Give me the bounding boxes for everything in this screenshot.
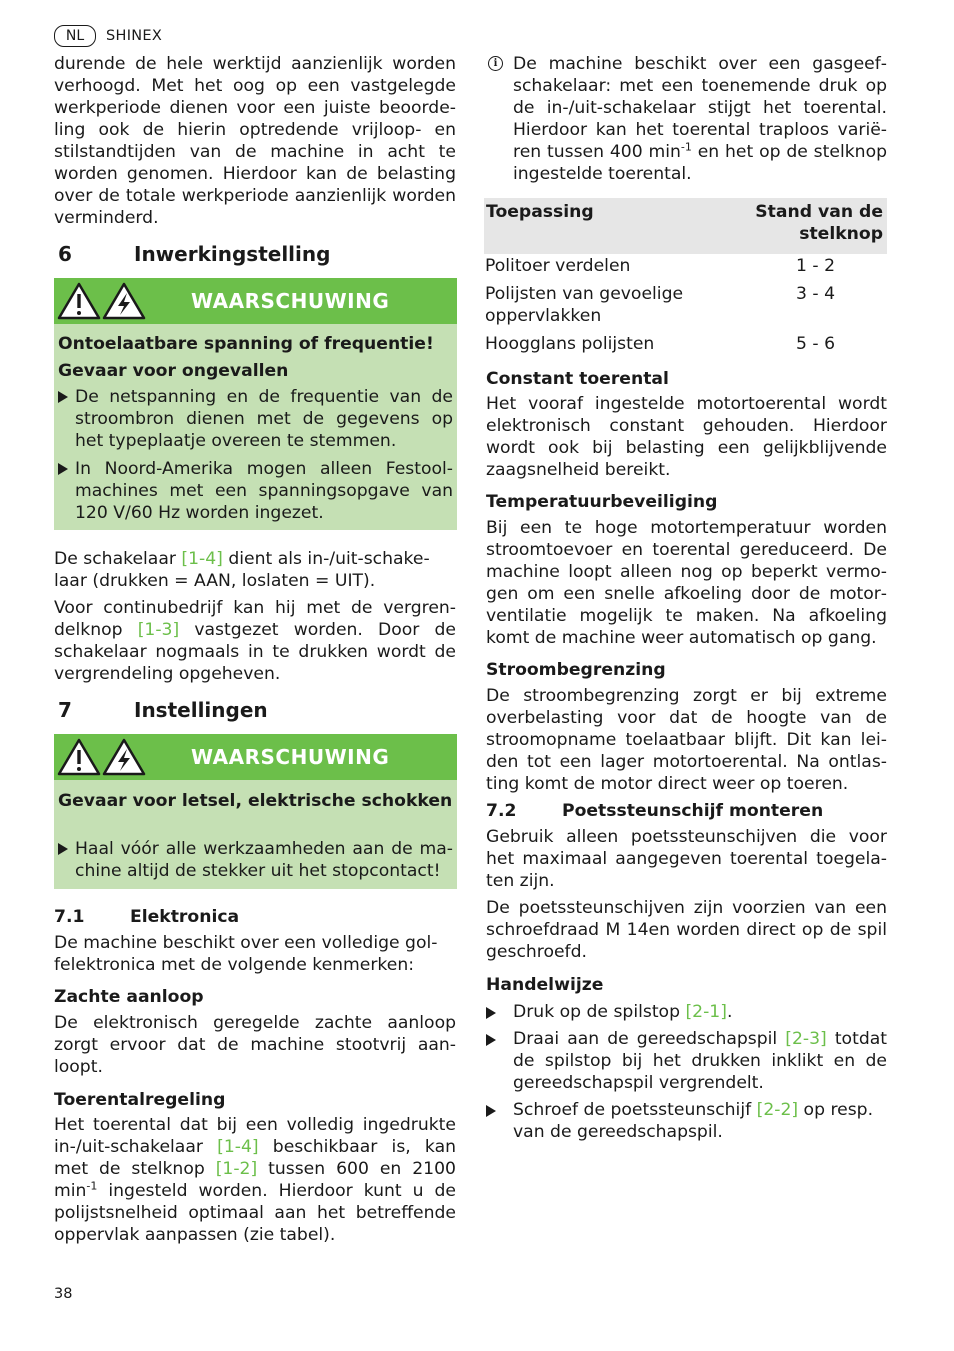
- temperature-protection-heading: Temperatuurbeveiliging: [486, 492, 718, 512]
- procedure-step-1: Druk op de spilstop [2-1].: [486, 1001, 887, 1023]
- electric-hazard-icon: [104, 284, 144, 318]
- exclamation-triangle-icon: [59, 740, 99, 774]
- electric-hazard-icon: [104, 740, 144, 774]
- warning-title: WAARSCHUWING: [191, 745, 390, 769]
- product-name: SHINEX: [106, 28, 163, 44]
- bullet-arrow-icon: [486, 1007, 496, 1019]
- bullet-arrow-icon: [58, 391, 68, 403]
- figure-ref: [1-2]: [215, 1159, 258, 1179]
- bullet-arrow-icon: [486, 1105, 496, 1117]
- section-6-heading: 6 Inwerkingstelling: [58, 242, 331, 266]
- warning-header: [54, 734, 457, 780]
- warning-body: [54, 780, 457, 889]
- section-7-2-paragraph-1: Gebruik alleen poetssteunschijven die voor het maximaal aangegeven toerental toegelaten zijn.: [486, 827, 887, 891]
- figure-ref: [1-3]: [137, 620, 180, 640]
- warning-line-1: Ontoelaatbare spanning of frequentie!: [58, 334, 434, 354]
- warning-item-2: In Noord-Amerika mogen alleen Festool-machines met een spanningsopgave van 120 V/60 Hz worden ingezet.: [58, 458, 453, 524]
- switch-paragraph: De schakelaar [1-4] dient als in-/uit-schakelaar (drukken = AAN, loslaten = UIT).: [54, 549, 430, 591]
- warning-title: WAARSCHUWING: [191, 289, 390, 313]
- temperature-protection-paragraph: Bij een te hoge motortemperatuur worden stroomtoevoer en toerental gereduceerd. De machine loopt alleen nog op beperkt vermogen om een snelle afkoeling door de motorventilatie mogelijk te maken. Na afkoeling komt de machine weer automatisch op gang.: [486, 518, 887, 648]
- figure-ref: [1-4]: [181, 549, 223, 569]
- figure-ref: [2-3]: [785, 1029, 827, 1049]
- constant-speed-heading: Constant toerental: [486, 369, 669, 389]
- warning-icons: [57, 738, 147, 780]
- figure-ref: [2-2]: [756, 1100, 799, 1120]
- section-7-1-heading: 7.1 Elektronica: [54, 907, 240, 927]
- procedure-heading: Handelwijze: [486, 975, 604, 995]
- table-header: [484, 198, 887, 254]
- bullet-arrow-icon: [58, 463, 68, 475]
- warning-item-1: Haal vóór alle werkzaamheden aan de machine altijd de stekker uit het stopcontact!: [58, 838, 453, 882]
- warning-icons: [57, 282, 147, 324]
- language-badge: NL: [54, 25, 96, 47]
- constant-speed-paragraph: Het vooraf ingestelde motortoerental wordt elektronisch constant gehouden. Hierdoor wordt ook bij belasting een gelijkblijvende zaagsnelheid bereikt.: [486, 394, 887, 480]
- warning-line-1: Gevaar voor letsel, elektrische schokken: [58, 791, 453, 811]
- table-header-application: Toepassing: [486, 202, 594, 222]
- page-number: 38: [54, 1286, 73, 1302]
- speed-control-paragraph: Het toerental dat bij een volledig ingedrukte in-/uit-schakelaar [1-4] beschikbaar is, kan met de stelknop [1-2] tussen 600 en 2100 $\min^{-1}$ ingesteld worden. Hierdoor kunt u de polijstsnelheid optimaal aan het betreffende oppervlak aanpassen (zie tabel).: [54, 1115, 457, 1245]
- figure-ref: [2-1]: [685, 1002, 727, 1022]
- exclamation-triangle-icon: [59, 284, 99, 318]
- bullet-arrow-icon: [58, 843, 68, 855]
- table-header-position: Stand van de stelknop: [755, 202, 883, 244]
- soft-start-heading: Zachte aanloop: [54, 987, 204, 1007]
- section-7-2-paragraph-2: De poetssteunschijven zijn voorzien van een schroefdraad M 14en worden direct op de spil geschroefd.: [486, 898, 887, 962]
- lock-paragraph: Voor continubedrijf kan hij met de vergrendelknop [1-3] vastgezet worden. Door de schakelaar nogmaals in te drukken wordt de vergrendeling opgeheven.: [54, 598, 456, 684]
- soft-start-paragraph: De elektronisch geregelde zachte aanloop zorgt ervoor dat de machine stootvrij aanloopt.: [54, 1013, 456, 1077]
- intro-paragraph: durende de hele werktijd aanzienlijk worden verhoogd. Met het oog op een vastgelegde werkperiode dienen voor een juiste beoordeling ook de hierin optredende vrijloop- en stilstandtijden van de machine in acht te worden genomen. Hierdoor kan de belasting over de totale werkperiode aanzienlijk worden verminderd.: [54, 54, 456, 228]
- procedure-step-2: Draai aan de gereedschapspil [2-3] totdat de spilstop bij het drukken inklikt en de gereedschapspil vergrendelt.: [486, 1028, 887, 1094]
- section-7-heading: 7 Instellingen: [58, 698, 268, 722]
- electronics-paragraph: De machine beschikt over een volledige golfelektronica met de volgende kenmerken:: [54, 933, 438, 975]
- info-icon: i: [488, 56, 503, 71]
- current-limit-heading: Stroombegrenzing: [486, 660, 666, 680]
- warning-item-1: De netspanning en de frequentie van de stroombron dienen met de gegevens op het typeplaatje overeen te stemmen.: [58, 386, 453, 452]
- section-7-2-heading: 7.2 Poetssteunschijf monteren: [486, 801, 824, 821]
- info-paragraph: De machine beschikt over een gasgeefschakelaar: met een toenemende druk op de in-/uit-schakelaar stijgt het toerental. Hierdoor kan het toerental traploos variëren tussen 400 $\min^{-1}$ en het op de stelknop ingestelde toerental.: [513, 54, 888, 184]
- current-limit-paragraph: De stroombegrenzing zorgt er bij extreme overbelasting voor dat de hoogte van de stroomopname toelaatbaar blijft. Dit kan leiden tot een lager motortoerental. Na ontlasting komt de motor direct weer op toeren.: [486, 686, 887, 794]
- procedure-step-3: Schroef de poetssteunschijf [2-2] op resp. van de gereedschapspil.: [486, 1099, 887, 1143]
- speed-control-heading: Toerentalregeling: [54, 1090, 226, 1110]
- figure-ref: [1-4]: [217, 1137, 259, 1157]
- bullet-arrow-icon: [486, 1034, 496, 1046]
- warning-body: [54, 324, 457, 530]
- warning-header: [54, 278, 457, 324]
- warning-line-2: Gevaar voor ongevallen: [58, 361, 289, 381]
